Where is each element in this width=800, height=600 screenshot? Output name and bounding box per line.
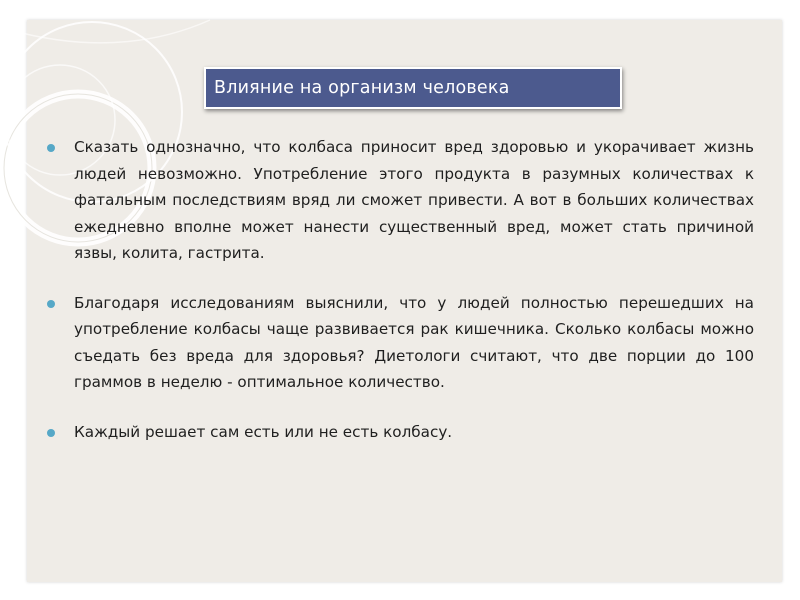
bullet-item bbox=[46, 290, 754, 396]
bullet-dot-icon bbox=[47, 300, 55, 308]
title-box bbox=[204, 67, 622, 109]
bullet-dot-icon bbox=[47, 144, 55, 152]
bullet-text: Сказать однозначно, что колбаса приносит вред здоровью и укорачивает жизнь людей невозможно. Употребление этого продукта в разумных количествах к фатальным последствиям вряд ли сможет привести. А вот в больших количествах ежедневно вполне может нанести существенный вред, может стать причиной язвы, колита, гастрита. bbox=[74, 138, 754, 262]
bullet-list bbox=[46, 134, 754, 468]
bullet-text: Каждый решает сам есть или не есть колбасу. bbox=[74, 422, 453, 441]
bullet-item bbox=[46, 134, 754, 267]
slide-title: Влияние на организм человека bbox=[214, 78, 510, 98]
bullet-text: Благодаря исследованиям выяснили, что у людей полностью перешедших на употребление колбасы чаще развивается рак кишечника. Сколько колбасы можно съедать без вреда для здоровья? Диетологи считают, что две порции до 100 граммов в неделю - оптимальное количество. bbox=[74, 293, 754, 391]
bullet-item bbox=[46, 419, 754, 446]
bullet-dot-icon bbox=[47, 429, 55, 437]
